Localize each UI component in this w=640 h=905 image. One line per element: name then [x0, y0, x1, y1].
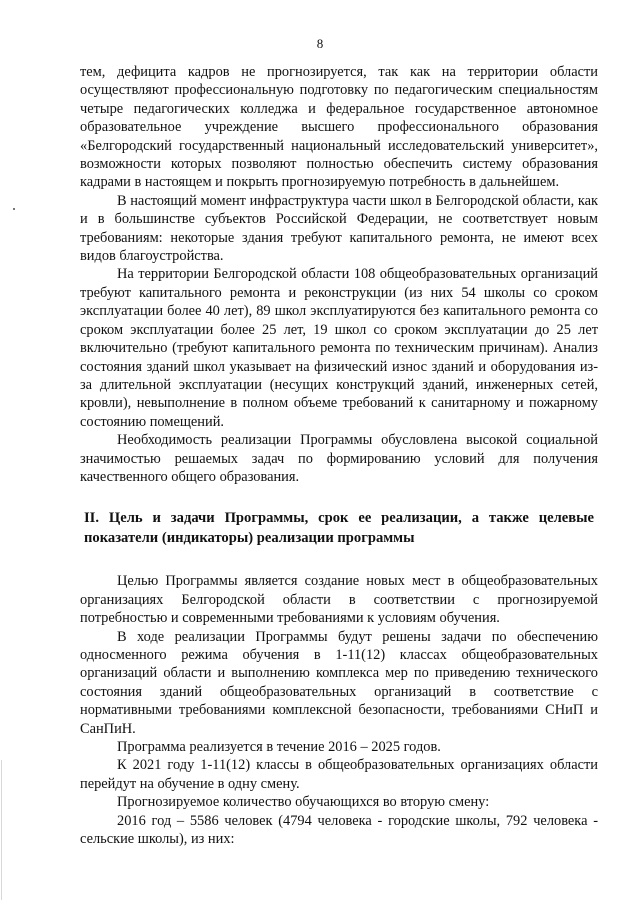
paragraph-tasks: В ходе реализации Программы будут решены задачи по обеспечению односменного режима обучения в 1-11(12) классах общеобразовательных организаций области и выполнению комплекса мер по приведению технического состояния зданий общеобразовательных организаций в соответствие с нормативными требованиями комплексной безопасности, требованиями СНиП и СанПиН. — [80, 628, 598, 737]
paragraph-second-shift-forecast: Прогнозируемое количество обучающихся во вторую смену: — [117, 794, 490, 811]
page-number: 8 — [316, 36, 324, 51]
paragraph-goal: Целью Программы является создание новых мест в общеобразовательных организациях Белгородской области в соответствии с прогнозируемой потребностью и современными требованиями к условиям обучения. — [80, 573, 598, 627]
paragraph-year-2016: 2016 год – 5586 человек (4794 человека - городские школы, 792 человека - сельские школы), из них: — [80, 812, 598, 848]
section-heading: II. Цель и задачи Программы, срок ее реализации, а также целевые показатели (индикаторы) реализации программы — [84, 510, 594, 547]
paragraph-single-shift: К 2021 году 1-11(12) классы в общеобразовательных организациях области перейдут на обучение в одну смену. — [80, 757, 598, 792]
scan-mark — [13, 208, 15, 210]
paragraph-necessity: Необходимость реализации Программы обусловлена высокой социальной значимостью решаемых задач по формированию условий для получения качественного общего образования. — [80, 432, 598, 485]
paragraph-continuation: тем, дефицита кадров не прогнозируется, так как на территории области осуществляют профессиональную подготовку по педагогическим специальностям четыре педагогических колледжа и федеральное государственное автономное образовательное учреждение высшего профессионального образования «Белгородский государственный национальный исследовательский университет», возможности которых позволяют полностью обеспечить систему образования кадрами в настоящем и покрыть прогнозируемую потребность в дальнейшем. — [80, 64, 598, 191]
document-body — [80, 63, 598, 848]
paragraph-infrastructure: В настоящий момент инфраструктура части школ в Белгородской области, как и в большинстве субъектов Российской Федерации, не соответствует новым требованиям: некоторые здания требуют капитального ремонта, не имеют всех видов благоустройства. — [80, 192, 598, 265]
paragraph-period: Программа реализуется в течение 2016 – 2025 годов. — [117, 739, 441, 755]
paragraph-school-statistics: На территории Белгородской области 108 общеобразовательных организаций требуют капитального ремонта и реконструкции (из них 54 школы со сроком эксплуатации более 40 лет), 89 школ эксплуатируются без капитального ремонта со сроком эксплуатации более 25 лет, 19 школ со сроком эксплуатации до 25 лет включительно (требуют капитального ремонта по техническим причинам). Анализ состояния зданий школ указывает на физический износ зданий и оборудования из-за длительной эксплуатации (несущих конструкций зданий, инженерных сетей, кровли), невыполнение в полном объеме требований к санитарному и пожарному состоянию помещений. — [80, 266, 598, 430]
scan-edge-mark — [1, 760, 2, 900]
